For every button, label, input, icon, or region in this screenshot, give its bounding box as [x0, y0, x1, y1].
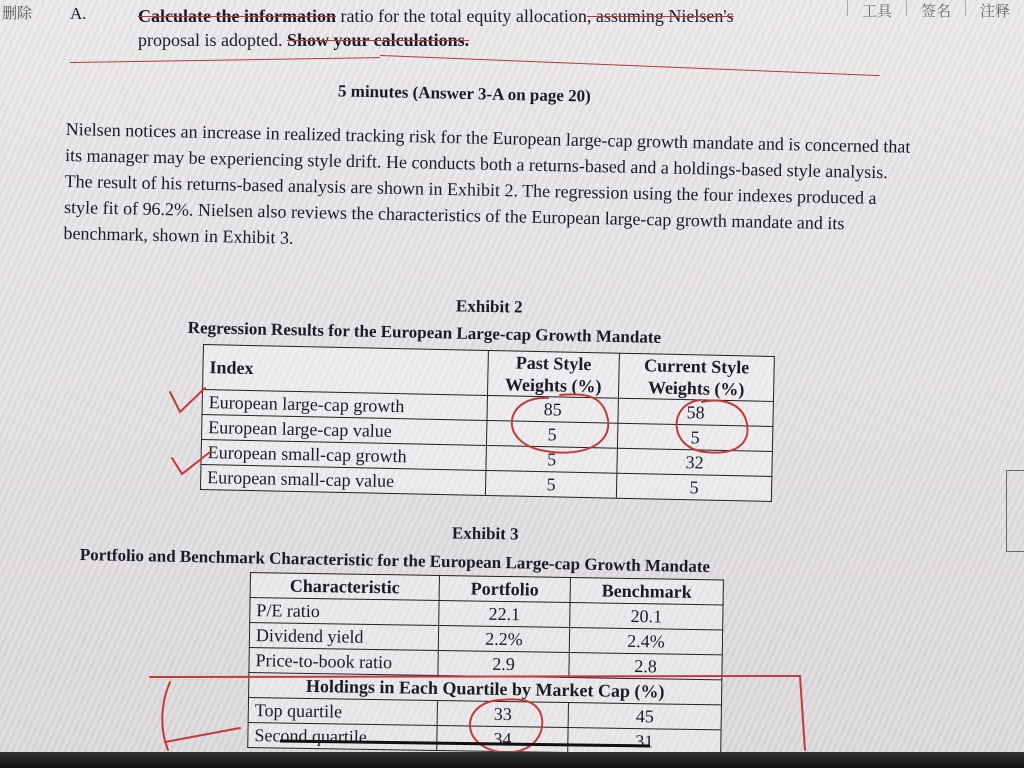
exhibit3-table	[247, 572, 724, 755]
portfolio-value: 2.2%	[438, 625, 569, 652]
red-underline-right	[380, 55, 880, 76]
index-name: European large-cap value	[201, 414, 486, 445]
index-name: European small-cap value	[200, 464, 485, 495]
benchmark-value: 45	[568, 703, 721, 730]
toolbar-tools[interactable]: 工具	[847, 0, 906, 16]
question-text	[138, 4, 868, 52]
exhibit3-title: Portfolio and Benchmark Characteristic for the European Large-cap Growth Mandate	[79, 545, 711, 577]
header-portfolio: Portfolio	[439, 575, 570, 602]
question-label: A.	[70, 4, 87, 23]
red-underline-left	[70, 57, 380, 63]
current-weight: 32	[617, 448, 772, 476]
toolbar-annotate[interactable]: 注释	[965, 0, 1024, 16]
benchmark-value: 2.8	[569, 653, 722, 680]
portfolio-value: 2.9	[438, 650, 569, 677]
time-allocation: 5 minutes (Answer 3-A on page 20)	[337, 81, 591, 106]
header-current-weights: Current Style Weights (%)	[618, 353, 774, 401]
case-paragraph: Nielsen notices an increase in realized tracking risk for the European large-cap growth mandate and is concerned that its manager may be experiencing style drift. He conducts both a returns-based and a holdings-based style analysis. The result of his returns-based analysis are shown in Exhibit 2. The regression using the four indexes produced a style fit of 96.2%. Nielsen also reviews the characteristics of the European large-cap growth mandate and its benchmark, shown in Exhibit 3.	[63, 118, 911, 248]
index-name: European large-cap growth	[202, 390, 487, 421]
exhibit3-label: Exhibit 3	[451, 523, 519, 544]
question-instruction: Show your calculations.	[286, 30, 470, 50]
past-weight: 5	[485, 470, 616, 498]
benchmark-value: 31	[568, 728, 721, 755]
exhibit2-label: Exhibit 2	[455, 296, 523, 317]
past-weight: 5	[486, 445, 617, 473]
quartile-name: Top quartile	[248, 697, 437, 725]
header-index: Index	[203, 345, 489, 396]
quartile-subheader: Holdings in Each Quartile by Market Cap (%)	[249, 672, 722, 704]
toolbar-sign[interactable]: 签名	[906, 0, 965, 16]
benchmark-value: 2.4%	[569, 628, 722, 655]
quartile-name: Second quartile	[248, 722, 437, 750]
exhibit2-table	[200, 344, 775, 502]
characteristic-name: Price-to-book ratio	[249, 647, 438, 675]
top-toolbar	[847, 0, 1024, 20]
benchmark-value: 20.1	[570, 603, 723, 630]
header-past-weights: Past Style Weights (%)	[487, 350, 619, 398]
exhibit2-title: Regression Results for the European Large-cap Growth Mandate	[187, 318, 662, 347]
portfolio-value: 33	[437, 700, 568, 727]
question-struck-part: Calculate the information	[138, 6, 336, 26]
current-weight: 5	[617, 423, 772, 451]
screen-bottom-edge	[0, 752, 1024, 768]
portfolio-value: 34	[437, 725, 568, 752]
bracket-left	[162, 682, 170, 750]
characteristic-name: Dividend yield	[249, 623, 438, 651]
past-weight: 85	[487, 395, 618, 423]
side-panel-edge	[1006, 470, 1024, 552]
header-characteristic: Characteristic	[250, 573, 439, 601]
header-benchmark: Benchmark	[570, 578, 723, 605]
current-weight: 58	[618, 398, 773, 426]
stroke-bottom	[165, 728, 240, 742]
checkmark-1	[170, 388, 205, 412]
past-weight: 5	[486, 420, 617, 448]
question-line1-rest: ratio for the total equity allocation	[335, 6, 587, 26]
characteristic-name: P/E ratio	[250, 598, 439, 626]
portfolio-value: 22.1	[439, 600, 570, 627]
delete-label[interactable]: 删除	[2, 4, 33, 22]
current-weight: 5	[616, 473, 771, 501]
question-line2: proposal is adopted.	[138, 30, 283, 50]
question-struck-part-2: , assuming Nielsen's	[586, 6, 734, 26]
index-name: European small-cap growth	[201, 439, 486, 470]
